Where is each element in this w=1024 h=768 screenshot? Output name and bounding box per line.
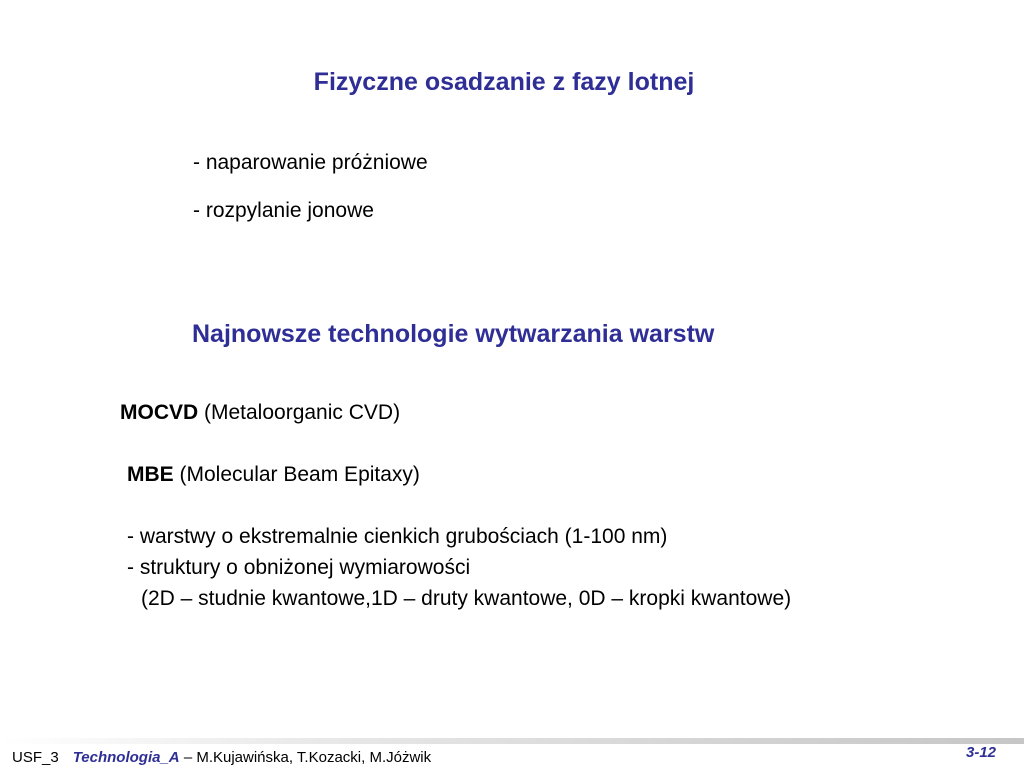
footer-divider [0,738,1024,744]
technology-description: (Molecular Beam Epitaxy) [173,463,420,486]
method-item-ion-sputtering: - rozpylanie jonowe [193,199,374,222]
course-code: USF_3 [12,749,59,766]
feature-item-quantum-structures: (2D – studnie kwantowe,1D – druty kwantowe, 0D – kropki kwantowe) [141,587,792,610]
feature-item-reduced-dimension: - struktury o obniżonej wymiarowości [127,556,471,579]
footer-credits [12,749,431,766]
course-title: Technologia_A [72,749,180,766]
slide-title: Fizyczne osadzanie z fazy lotnej [313,68,695,96]
authors: – M.Kujawińska, T.Kozacki, M.Jóżwik [179,749,432,766]
feature-item-thin-layers: - warstwy o ekstremalnie cienkich grubościach (1-100 nm) [127,525,668,548]
technology-acronym: MOCVD [120,401,199,424]
technology-description: (Metaloorganic CVD) [198,401,401,424]
page-number: 3-12 [966,744,997,761]
technology-acronym: MBE [127,463,174,486]
technology-item-mbe [127,463,420,487]
section-subtitle: Najnowsze technologie wytwarzania warstw [192,320,715,348]
method-item-vacuum-evaporation: - naparowanie próżniowe [193,151,428,174]
technology-item-mocvd [120,401,400,425]
